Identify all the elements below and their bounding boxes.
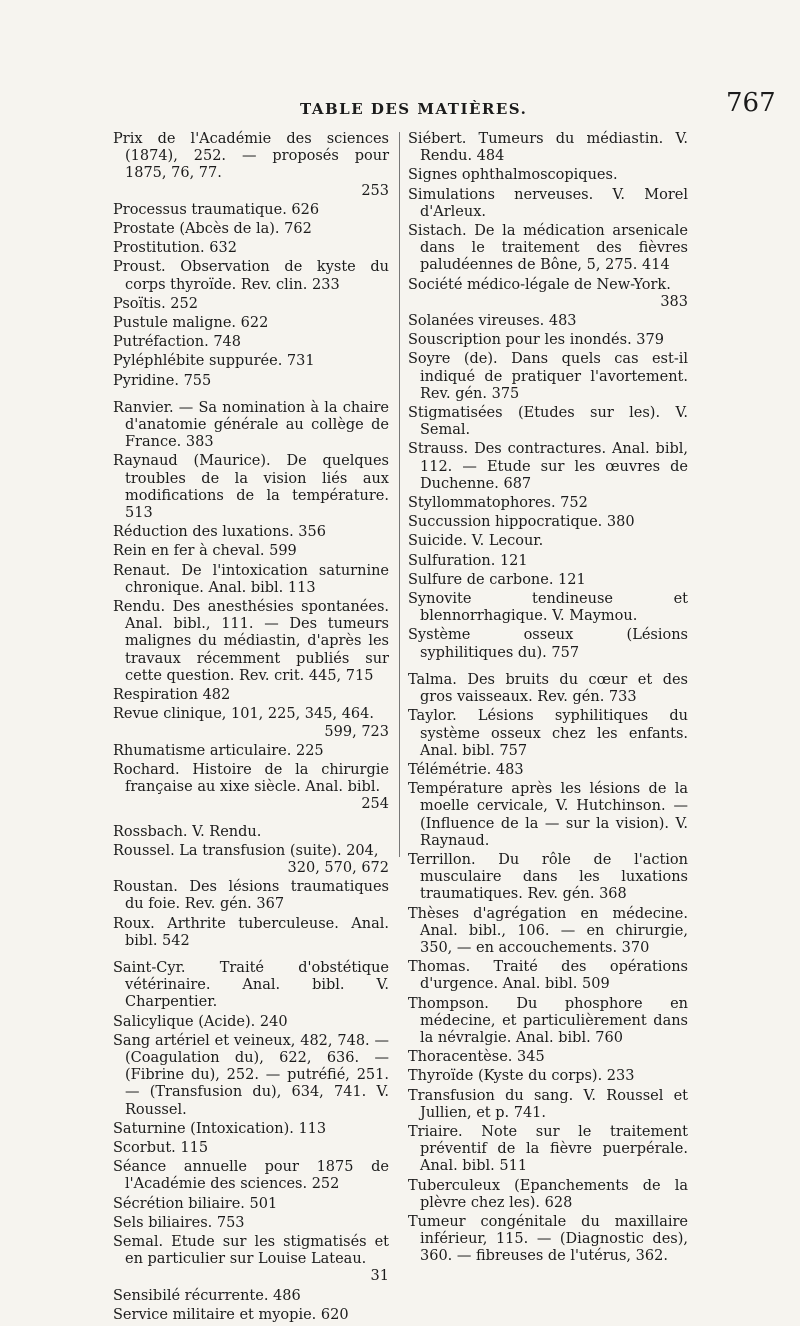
index-entry bbox=[113, 960, 389, 1012]
index-entry bbox=[113, 334, 389, 351]
index-entry bbox=[113, 259, 389, 293]
index-entry bbox=[113, 1159, 389, 1193]
index-entry bbox=[113, 1288, 389, 1305]
entry-text: Roux. Arthrite tuberculeuse. Anal. bibl. 542 bbox=[113, 915, 389, 949]
entry-text: Pustule maligne. 622 bbox=[113, 315, 269, 332]
entry-text: Télémétrie. 483 bbox=[408, 761, 524, 778]
entry-text: Pyridine. 755 bbox=[113, 372, 212, 389]
index-entry bbox=[113, 824, 389, 841]
entry-page-ref: 320, 570, 672 bbox=[287, 859, 389, 876]
entry-text: Prostitution. 632 bbox=[113, 240, 237, 257]
index-entry bbox=[113, 240, 389, 257]
entry-text: Rendu. Des anesthésies spontanées. Anal. bibl., 111. — Des tumeurs malignes du médiastin, d'après les travaux récemment publiés sur cette question. Rev. crit. 445, 715 bbox=[113, 599, 389, 684]
index-entry bbox=[113, 296, 389, 313]
index-entry bbox=[408, 1124, 688, 1176]
index-entry bbox=[113, 1014, 389, 1031]
entry-text: Température après les lésions de la moelle cervicale, V. Hutchinson. — (Influence de la — sur la vision). V. Raynaud. bbox=[408, 781, 688, 849]
entry-text: Raynaud (Maurice). De quelques troubles de la vision liés aux modifications de la température. 513 bbox=[113, 453, 389, 522]
index-entry bbox=[408, 495, 688, 512]
index-entry bbox=[408, 708, 688, 760]
index-entry bbox=[408, 313, 688, 330]
index-entry bbox=[113, 1307, 389, 1324]
entry-text: Sensibilé récurrente. 486 bbox=[113, 1287, 301, 1304]
entry-text: Séance annuelle pour 1875 de l'Académie des sciences. 252 bbox=[113, 1159, 389, 1193]
column-divider bbox=[399, 132, 400, 857]
index-entry bbox=[408, 187, 688, 221]
entry-text: Saint-Cyr. Traité d'obstétique vétérinaire. Anal. bibl. V. Charpentier. bbox=[113, 959, 389, 1011]
index-entry bbox=[408, 223, 688, 275]
index-entry bbox=[408, 553, 688, 570]
entry-text: Thomas. Traité des opérations d'urgence. Anal. bibl. 509 bbox=[408, 959, 688, 993]
index-entry bbox=[113, 1140, 389, 1157]
index-entry bbox=[408, 996, 688, 1048]
index-entry bbox=[408, 405, 688, 439]
entry-text: Salicylique (Acide). 240 bbox=[113, 1013, 288, 1030]
entry-text: Rein en fer à cheval. 599 bbox=[113, 543, 297, 560]
entry-text: Terrillon. Du rôle de l'action musculaire dans les luxations traumatiques. Rev. gén. 368 bbox=[408, 851, 688, 903]
entry-text: Semal. Etude sur les stigmatisés et en particulier sur Louise Lateau. bbox=[113, 1233, 389, 1268]
index-entry bbox=[113, 453, 389, 522]
entry-text: Tuberculeux (Epanchements de la plèvre chez les). 628 bbox=[408, 1177, 688, 1211]
entry-page-ref: 383 bbox=[660, 293, 688, 310]
index-entry bbox=[408, 514, 688, 531]
index-entry bbox=[408, 591, 688, 625]
index-entry bbox=[408, 852, 688, 904]
index-entry bbox=[408, 627, 688, 661]
entry-text: Talma. Des bruits du cœur et des gros vaisseaux. Rev. gén. 733 bbox=[408, 671, 688, 706]
entry-text: Putréfaction. 748 bbox=[113, 334, 241, 351]
entry-text: Revue clinique, 101, 225, 345, 464. bbox=[113, 706, 374, 723]
index-entry bbox=[408, 351, 688, 403]
entry-page-ref: 254 bbox=[361, 796, 389, 813]
index-entry bbox=[113, 1196, 389, 1213]
entry-text: Taylor. Lésions syphilitiques du système osseux chez les enfants. Anal. bibl. 757 bbox=[408, 708, 688, 759]
index-entry bbox=[113, 543, 389, 560]
page-number: 767 bbox=[726, 88, 776, 118]
entry-text: Siébert. Tumeurs du médiastin. V. Rendu. 484 bbox=[408, 131, 688, 165]
entry-text: Succussion hippocratique. 380 bbox=[408, 514, 635, 531]
right-column bbox=[408, 131, 688, 1268]
entry-text: Strauss. Des contractures. Anal. bibl, 112. — Etude sur les œuvres de Duchenne. 687 bbox=[408, 441, 688, 492]
entry-text: Sécrétion biliaire. 501 bbox=[113, 1195, 278, 1212]
index-entry bbox=[408, 959, 688, 993]
index-entry bbox=[113, 1215, 389, 1232]
index-entry bbox=[113, 762, 389, 814]
entry-page-ref: 599, 723 bbox=[324, 723, 389, 740]
index-entry bbox=[113, 373, 389, 390]
index-entry bbox=[113, 599, 389, 685]
entry-text: Tumeur congénitale du maxillaire inférieur, 115. — (Diagnostic des), 360. — fibreuses de l'utérus, 362. bbox=[408, 1213, 688, 1265]
entry-text: Rochard. Histoire de la chirurgie française au xixe siècle. Anal. bibl. bbox=[113, 761, 389, 796]
entry-text: Roustan. Des lésions traumatiques du foie. Rev. gén. 367 bbox=[113, 879, 389, 913]
index-entry bbox=[408, 1178, 688, 1212]
index-entry bbox=[408, 277, 688, 311]
entry-text: Respiration 482 bbox=[113, 687, 231, 704]
entry-text: Souscription pour les inondés. 379 bbox=[408, 332, 664, 349]
entry-text: Stigmatisées (Etudes sur les). V. Semal. bbox=[408, 405, 688, 439]
entry-text: Thompson. Du phosphore en médecine, et particulièrement dans la névralgie. Anal. bibl. 760 bbox=[408, 995, 688, 1046]
entry-text: Saturnine (Intoxication). 113 bbox=[113, 1120, 327, 1137]
index-entry bbox=[408, 131, 688, 165]
entry-text: Thoracentèse. 345 bbox=[408, 1049, 545, 1066]
entry-page-ref: 31 bbox=[370, 1268, 389, 1285]
index-entry bbox=[408, 533, 688, 550]
index-entry bbox=[408, 1068, 688, 1085]
index-entry bbox=[408, 781, 688, 850]
index-entry bbox=[113, 706, 389, 740]
entry-text: Renaut. De l'intoxication saturnine chronique. Anal. bibl. 113 bbox=[113, 562, 389, 596]
index-entry bbox=[408, 332, 688, 349]
index-entry bbox=[113, 315, 389, 332]
index-entry bbox=[408, 1214, 688, 1266]
entry-text: Suicide. V. Lecour. bbox=[408, 533, 544, 550]
entry-text: Simulations nerveuses. V. Morel d'Arleux. bbox=[408, 186, 688, 220]
entry-text: Synovite tendineuse et blennorrhagique. V. Maymou. bbox=[408, 591, 688, 625]
entry-text: Rossbach. V. Rendu. bbox=[113, 823, 262, 840]
entry-text: Pyléphlébite suppurée. 731 bbox=[113, 353, 315, 370]
running-title: TABLE DES MATIÈRES. bbox=[300, 100, 528, 118]
index-entry bbox=[113, 202, 389, 219]
index-entry bbox=[113, 563, 389, 597]
entry-text: Système osseux (Lésions syphilitiques du). 757 bbox=[408, 627, 688, 661]
index-entry bbox=[113, 743, 389, 760]
entry-text: Prostate (Abcès de la). 762 bbox=[113, 221, 312, 238]
page-header bbox=[0, 88, 800, 128]
entry-text: Styllommatophores. 752 bbox=[408, 495, 588, 512]
index-entry bbox=[113, 843, 389, 877]
entry-text: Sels biliaires. 753 bbox=[113, 1214, 245, 1231]
entry-text: Thyroïde (Kyste du corps). 233 bbox=[408, 1068, 635, 1085]
index-entry bbox=[408, 441, 688, 493]
entry-text: Thèses d'agrégation en médecine. Anal. bibl., 106. — en chirurgie, 350, — en accouchements. 370 bbox=[408, 905, 688, 956]
entry-page-ref: 253 bbox=[361, 182, 389, 199]
index-entry bbox=[113, 131, 389, 200]
entry-text: Prix de l'Académie des sciences (1874), 252. — proposés pour 1875, 76, 77. bbox=[113, 131, 389, 182]
index-entry bbox=[408, 672, 688, 706]
entry-text: Roussel. La transfusion (suite). 204, bbox=[113, 842, 379, 859]
entry-text: Réduction des luxations. 356 bbox=[113, 524, 326, 541]
index-entry bbox=[408, 572, 688, 589]
entry-text: Service militaire et myopie. 620 bbox=[113, 1306, 349, 1323]
left-column bbox=[113, 131, 389, 1326]
index-entry bbox=[113, 1121, 389, 1138]
index-entry bbox=[408, 906, 688, 958]
index-entry bbox=[408, 1049, 688, 1066]
entry-text: Société médico-légale de New-York. bbox=[408, 276, 671, 293]
entry-text: Solanées vireuses. 483 bbox=[408, 313, 577, 330]
entry-text: Rhumatisme articulaire. 225 bbox=[113, 742, 324, 759]
entry-text: Sang artériel et veineux, 482, 748. — (Coagulation du), 622, 636. — (Fibrine du), 252. — putréfié, 251. — (Transfusion du), 634, 741. V. Roussel. bbox=[113, 1032, 389, 1118]
index-entry bbox=[113, 353, 389, 370]
index-entry bbox=[408, 167, 688, 184]
entry-text: Transfusion du sang. V. Roussel et Jullien, et p. 741. bbox=[408, 1087, 688, 1121]
index-entry bbox=[408, 1088, 688, 1122]
entry-text: Triaire. Note sur le traitement préventif de la fièvre puerpérale. Anal. bibl. 511 bbox=[408, 1123, 688, 1175]
index-entry bbox=[113, 221, 389, 238]
index-entry bbox=[113, 687, 389, 704]
entry-text: Scorbut. 115 bbox=[113, 1139, 209, 1156]
entry-text: Signes ophthalmoscopiques. bbox=[408, 167, 618, 184]
entry-text: Sulfure de carbone. 121 bbox=[408, 571, 586, 588]
index-entry bbox=[113, 916, 389, 950]
entry-text: Proust. Observation de kyste du corps thyroïde. Rev. clin. 233 bbox=[113, 259, 389, 293]
index-entry bbox=[113, 879, 389, 913]
entry-text: Psoïtis. 252 bbox=[113, 295, 198, 312]
index-entry bbox=[113, 400, 389, 452]
entry-text: Sistach. De la médication arsenicale dans le traitement des fièvres paludéennes de Bône, 5, 275. 414 bbox=[408, 223, 688, 274]
index-entry bbox=[113, 524, 389, 541]
index-entry bbox=[408, 762, 688, 779]
entry-text: Processus traumatique. 626 bbox=[113, 201, 320, 218]
entry-text: Ranvier. — Sa nomination à la chaire d'anatomie générale au collège de France. 383 bbox=[113, 399, 389, 451]
entry-text: Sulfuration. 121 bbox=[408, 552, 528, 569]
index-entry bbox=[113, 1234, 389, 1286]
entry-text: Soyre (de). Dans quels cas est-il indiqué de pratiquer l'avortement. Rev. gén. 375 bbox=[408, 351, 688, 402]
index-entry bbox=[113, 1033, 389, 1119]
